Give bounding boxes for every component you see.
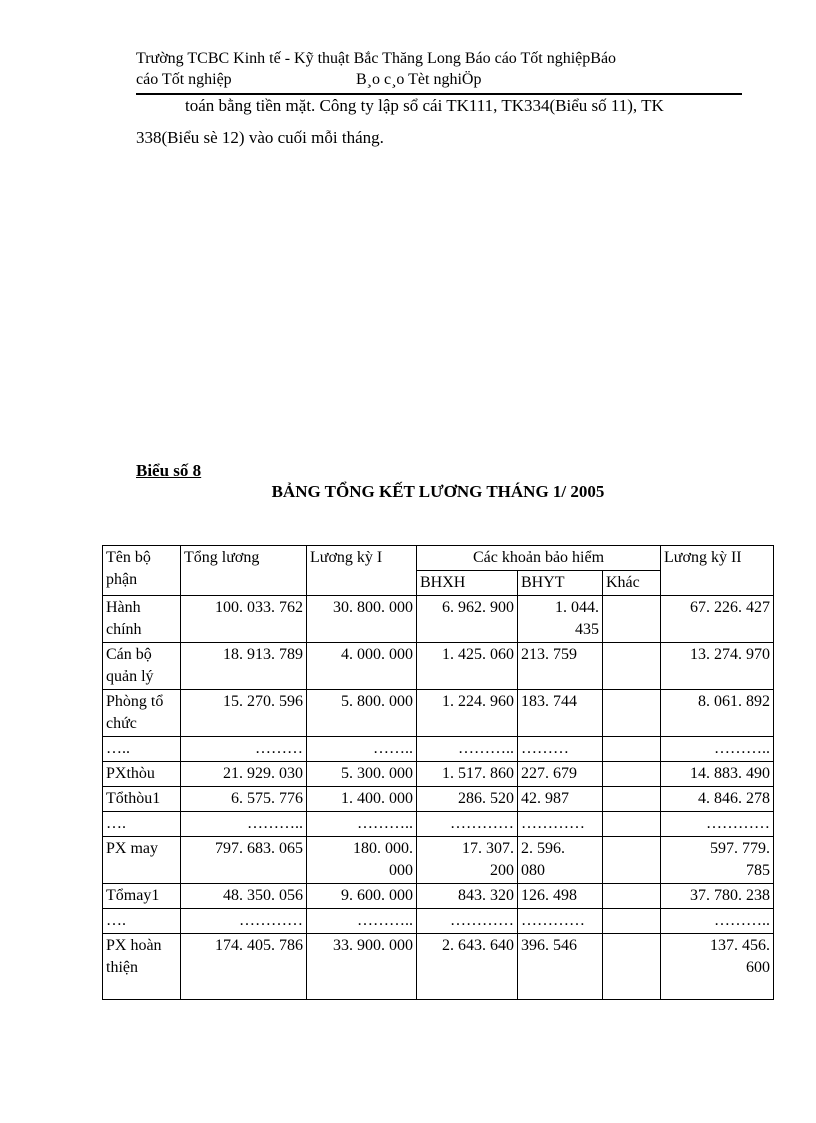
cell-department bbox=[103, 934, 181, 1000]
cell-department-line-1: Hành bbox=[106, 599, 141, 616]
cell-period-2 bbox=[661, 934, 774, 1000]
cell-bhxh-line-1: 17. 307. bbox=[462, 840, 514, 857]
cell-period-1-line-2: 000 bbox=[389, 862, 413, 879]
cell-department-line-2: chính bbox=[106, 621, 142, 638]
cell-bhyt-line-2: 080 bbox=[521, 862, 545, 879]
cell-bhxh: 6. 962. 900 bbox=[417, 596, 518, 643]
cell-other bbox=[603, 934, 661, 1000]
header-bhyt: BHYT bbox=[518, 571, 603, 596]
table-row bbox=[103, 690, 774, 737]
header-line-1: Trường TCBC Kinh tế - Kỹ thuật Bắc Thăng Long Báo cáo Tốt nghiệpBáo bbox=[136, 50, 617, 67]
header-line-2-left: cáo Tốt nghiệp bbox=[136, 71, 232, 88]
header-salary-period-2: Lương kỳ II bbox=[661, 546, 774, 596]
cell-department: …. bbox=[103, 812, 181, 837]
cell-bhxh-line-2: 200 bbox=[490, 862, 514, 879]
header-rule bbox=[136, 93, 742, 95]
cell-total: ……… bbox=[181, 737, 307, 762]
cell-department bbox=[103, 690, 181, 737]
cell-other bbox=[603, 737, 661, 762]
cell-department: ….. bbox=[103, 737, 181, 762]
cell-bhyt-line-1: 2. 596. bbox=[521, 840, 565, 857]
cell-total: ………… bbox=[181, 909, 307, 934]
cell-total: 21. 929. 030 bbox=[181, 762, 307, 787]
cell-period-2 bbox=[661, 837, 774, 884]
header-department bbox=[103, 546, 181, 596]
cell-department-line-1: PX hoàn bbox=[106, 937, 162, 954]
cell-period-2: 14. 883. 490 bbox=[661, 762, 774, 787]
table-row-ellipsis bbox=[103, 812, 774, 837]
table-header-row bbox=[103, 546, 774, 571]
cell-period-2: 67. 226. 427 bbox=[661, 596, 774, 643]
cell-bhyt bbox=[518, 837, 603, 884]
table-row bbox=[103, 762, 774, 787]
cell-period-1: 30. 800. 000 bbox=[307, 596, 417, 643]
cell-department-line-2: thiện bbox=[106, 959, 138, 976]
header-bhxh: BHXH bbox=[417, 571, 518, 596]
cell-period-2: 37. 780. 238 bbox=[661, 884, 774, 909]
cell-other bbox=[603, 596, 661, 643]
cell-department-line-1: Cán bộ bbox=[106, 646, 152, 663]
cell-period-1: ……….. bbox=[307, 909, 417, 934]
cell-department bbox=[103, 643, 181, 690]
cell-period-1: ……….. bbox=[307, 812, 417, 837]
cell-bhxh: 1. 425. 060 bbox=[417, 643, 518, 690]
salary-summary-table bbox=[102, 545, 774, 1000]
cell-bhxh: 843. 320 bbox=[417, 884, 518, 909]
cell-bhyt-line-1: 1. 044. bbox=[555, 599, 599, 616]
cell-total: 174. 405. 786 bbox=[181, 934, 307, 1000]
cell-period-1: 4. 000. 000 bbox=[307, 643, 417, 690]
cell-period-1: 33. 900. 000 bbox=[307, 934, 417, 1000]
cell-bhxh: ………… bbox=[417, 909, 518, 934]
cell-bhyt: 183. 744 bbox=[518, 690, 603, 737]
cell-department: PXthòu bbox=[103, 762, 181, 787]
cell-department: PX may bbox=[103, 837, 181, 884]
header-insurance-group: Các khoản bảo hiểm bbox=[417, 546, 661, 571]
cell-other bbox=[603, 837, 661, 884]
cell-other bbox=[603, 643, 661, 690]
table-row bbox=[103, 884, 774, 909]
header-line-2 bbox=[136, 71, 482, 89]
cell-total: 48. 350. 056 bbox=[181, 884, 307, 909]
cell-bhyt: 213. 759 bbox=[518, 643, 603, 690]
header-salary-period-1: Lương kỳ I bbox=[307, 546, 417, 596]
cell-period-2: 8. 061. 892 bbox=[661, 690, 774, 737]
cell-bhyt: ……… bbox=[518, 737, 603, 762]
header-other: Khác bbox=[603, 571, 661, 596]
cell-period-2-line-1: 597. 779. bbox=[710, 840, 771, 857]
cell-period-2: ……….. bbox=[661, 909, 774, 934]
cell-total: 6. 575. 776 bbox=[181, 787, 307, 812]
table-row-ellipsis bbox=[103, 737, 774, 762]
table-row bbox=[103, 787, 774, 812]
cell-bhyt: 42. 987 bbox=[518, 787, 603, 812]
cell-bhyt bbox=[518, 596, 603, 643]
cell-total: 15. 270. 596 bbox=[181, 690, 307, 737]
cell-bhyt: ………… bbox=[518, 812, 603, 837]
cell-period-1: 9. 600. 000 bbox=[307, 884, 417, 909]
cell-bhxh: 1. 224. 960 bbox=[417, 690, 518, 737]
cell-department bbox=[103, 596, 181, 643]
table-caption: Biểu số 8 bbox=[136, 461, 202, 480]
table-row-ellipsis bbox=[103, 909, 774, 934]
table-row bbox=[103, 934, 774, 1000]
cell-bhyt: 227. 679 bbox=[518, 762, 603, 787]
cell-period-1-line-1: 180. 000. bbox=[353, 840, 413, 857]
table-row bbox=[103, 643, 774, 690]
cell-other bbox=[603, 690, 661, 737]
cell-bhxh: ……….. bbox=[417, 737, 518, 762]
cell-department-line-2: quản lý bbox=[106, 668, 154, 685]
cell-bhyt: 396. 546 bbox=[518, 934, 603, 1000]
header-department-line-1: Tên bộ bbox=[106, 549, 151, 566]
table-row bbox=[103, 596, 774, 643]
cell-other bbox=[603, 909, 661, 934]
cell-total: ……….. bbox=[181, 812, 307, 837]
cell-other bbox=[603, 762, 661, 787]
header-department-line-2: phận bbox=[106, 571, 138, 588]
cell-department-line-1: Phòng tổ bbox=[106, 693, 164, 710]
header-line-2-right: B¸o c¸o Tèt nghiÖp bbox=[356, 71, 482, 88]
cell-other bbox=[603, 884, 661, 909]
cell-total: 797. 683. 065 bbox=[181, 837, 307, 884]
cell-bhxh: 286. 520 bbox=[417, 787, 518, 812]
cell-bhxh: 2. 643. 640 bbox=[417, 934, 518, 1000]
cell-period-2-line-1: 137. 456. bbox=[710, 937, 771, 954]
cell-period-2-line-2: 600 bbox=[746, 959, 771, 976]
table-title: BẢNG TỔNG KẾT LƯƠNG THÁNG 1/ 2005 bbox=[271, 482, 605, 501]
cell-bhxh bbox=[417, 837, 518, 884]
cell-period-1: 5. 300. 000 bbox=[307, 762, 417, 787]
cell-period-1: 1. 400. 000 bbox=[307, 787, 417, 812]
cell-period-2: 4. 846. 278 bbox=[661, 787, 774, 812]
cell-period-2-line-2: 785 bbox=[746, 862, 771, 879]
cell-department: …. bbox=[103, 909, 181, 934]
cell-department: Tổthòu1 bbox=[103, 787, 181, 812]
cell-total: 18. 913. 789 bbox=[181, 643, 307, 690]
cell-bhyt: ………… bbox=[518, 909, 603, 934]
cell-department-line-2: chức bbox=[106, 715, 137, 732]
table-row bbox=[103, 837, 774, 884]
cell-period-2: ………… bbox=[661, 812, 774, 837]
cell-period-1: …….. bbox=[307, 737, 417, 762]
header-total-salary: Tổng lương bbox=[181, 546, 307, 596]
cell-other bbox=[603, 812, 661, 837]
body-text-line-2: 338(Biểu sè 12) vào cuối mỗi tháng. bbox=[136, 128, 384, 147]
cell-department: Tổmay1 bbox=[103, 884, 181, 909]
body-text-line-1: toán bằng tiền mặt. Công ty lập sổ cái TK111, TK334(Biểu số 11), TK bbox=[185, 96, 664, 115]
cell-other bbox=[603, 787, 661, 812]
cell-period-1 bbox=[307, 837, 417, 884]
cell-bhxh: ………… bbox=[417, 812, 518, 837]
cell-total: 100. 033. 762 bbox=[181, 596, 307, 643]
cell-period-2: 13. 274. 970 bbox=[661, 643, 774, 690]
cell-period-2: ……….. bbox=[661, 737, 774, 762]
cell-period-1: 5. 800. 000 bbox=[307, 690, 417, 737]
cell-bhyt-line-2: 435 bbox=[575, 621, 599, 638]
cell-bhxh: 1. 517. 860 bbox=[417, 762, 518, 787]
cell-bhyt: 126. 498 bbox=[518, 884, 603, 909]
